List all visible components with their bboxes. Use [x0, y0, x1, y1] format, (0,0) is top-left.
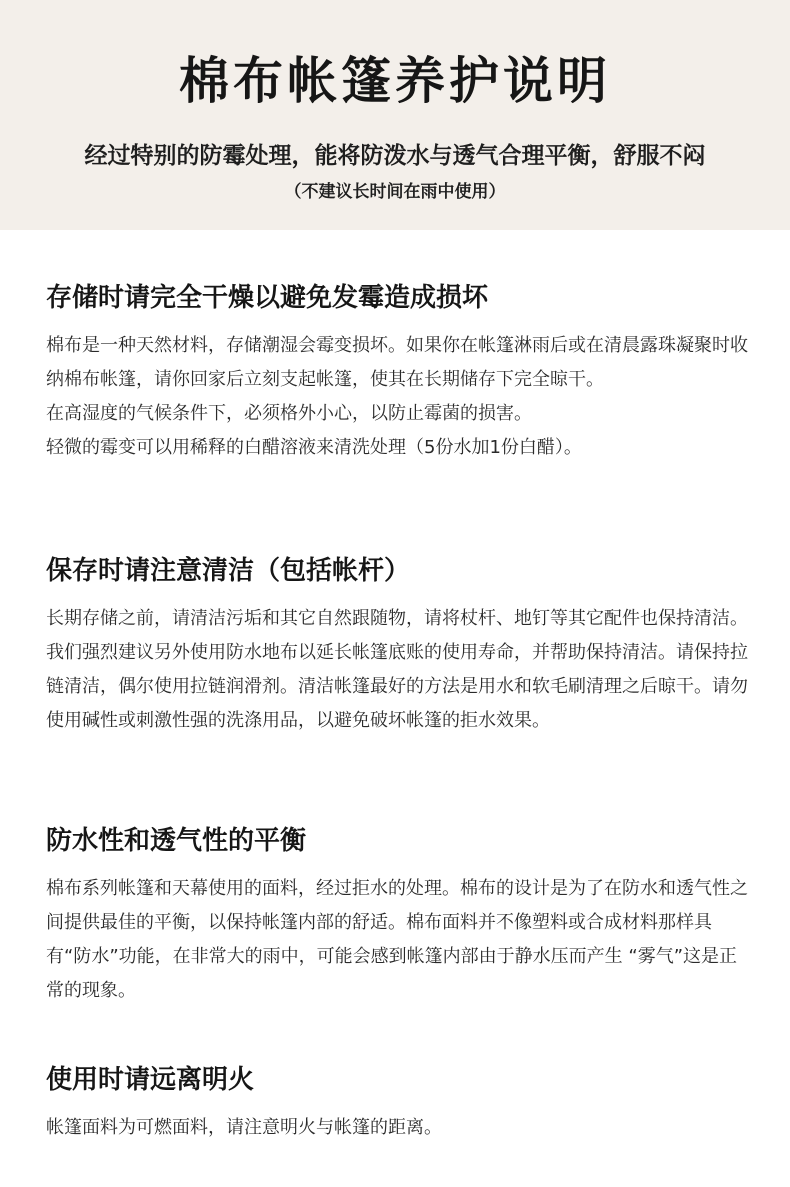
section-cleaning: [46, 553, 751, 738]
page-subtitle: 经过特别的防霉处理，能将防泼水与透气合理平衡，舒服不闷: [84, 143, 706, 169]
section-heading: 防水性和透气性的平衡: [46, 826, 307, 856]
section-paragraph: 棉布是一种天然材料，存储潮湿会霉变损坏。如果你在帐篷淋雨后或在清晨露珠凝聚时收纳棉布帐篷，请你回家后立刻支起帐篷，使其在长期储存下完全晾干。: [46, 335, 748, 390]
section-paragraph: 长期存储之前，请清洁污垢和其它自然跟随物，请将杖杆、地钉等其它配件也保持清洁。我们强烈建议另外使用防水地布以延长帐篷底账的使用寿命，并帮助保持清洁。请保持拉链清洁，偶尔使用拉链润滑剂。清洁帐篷最好的方法是用水和软毛刷清理之后晾干。请勿使用碱性或刺激性强的洗涤用品，以避免破坏帐篷的拒水效果。: [46, 608, 748, 731]
section-paragraph: 在高湿度的气候条件下，必须格外小心，以防止霉菌的损害。: [46, 403, 532, 424]
section-heading: 存储时请完全干燥以避免发霉造成损坏: [46, 283, 489, 313]
section-waterproof-breathability: [46, 823, 751, 1008]
page-title: 棉布帐篷养护说明: [179, 52, 611, 110]
header-banner: [0, 0, 790, 230]
section-paragraph: 轻微的霉变可以用稀释的白醋溶液来清洗处理（5份水加1份白醋）。: [46, 437, 582, 458]
section-paragraph: 棉布系列帐篷和天幕使用的面料，经过拒水的处理。棉布的设计是为了在防水和透气性之间提供最佳的平衡，以保持帐篷内部的舒适。棉布面料并不像塑料或合成材料那样具有“防水”功能，在非常大的雨中，可能会感到帐篷内部由于静水压而产生 “雾气”这是正常的现象。: [46, 878, 748, 1001]
section-paragraph: 帐篷面料为可燃面料，请注意明火与帐篷的距离。: [46, 1117, 442, 1138]
section-heading: 保存时请注意清洁（包括帐杆）: [46, 556, 411, 586]
usage-note: （不建议长时间在雨中使用）: [284, 182, 506, 202]
section-storage-dry: [46, 280, 751, 465]
section-heading: 使用时请远离明火: [46, 1065, 255, 1095]
section-fire-safety: [46, 1062, 751, 1145]
